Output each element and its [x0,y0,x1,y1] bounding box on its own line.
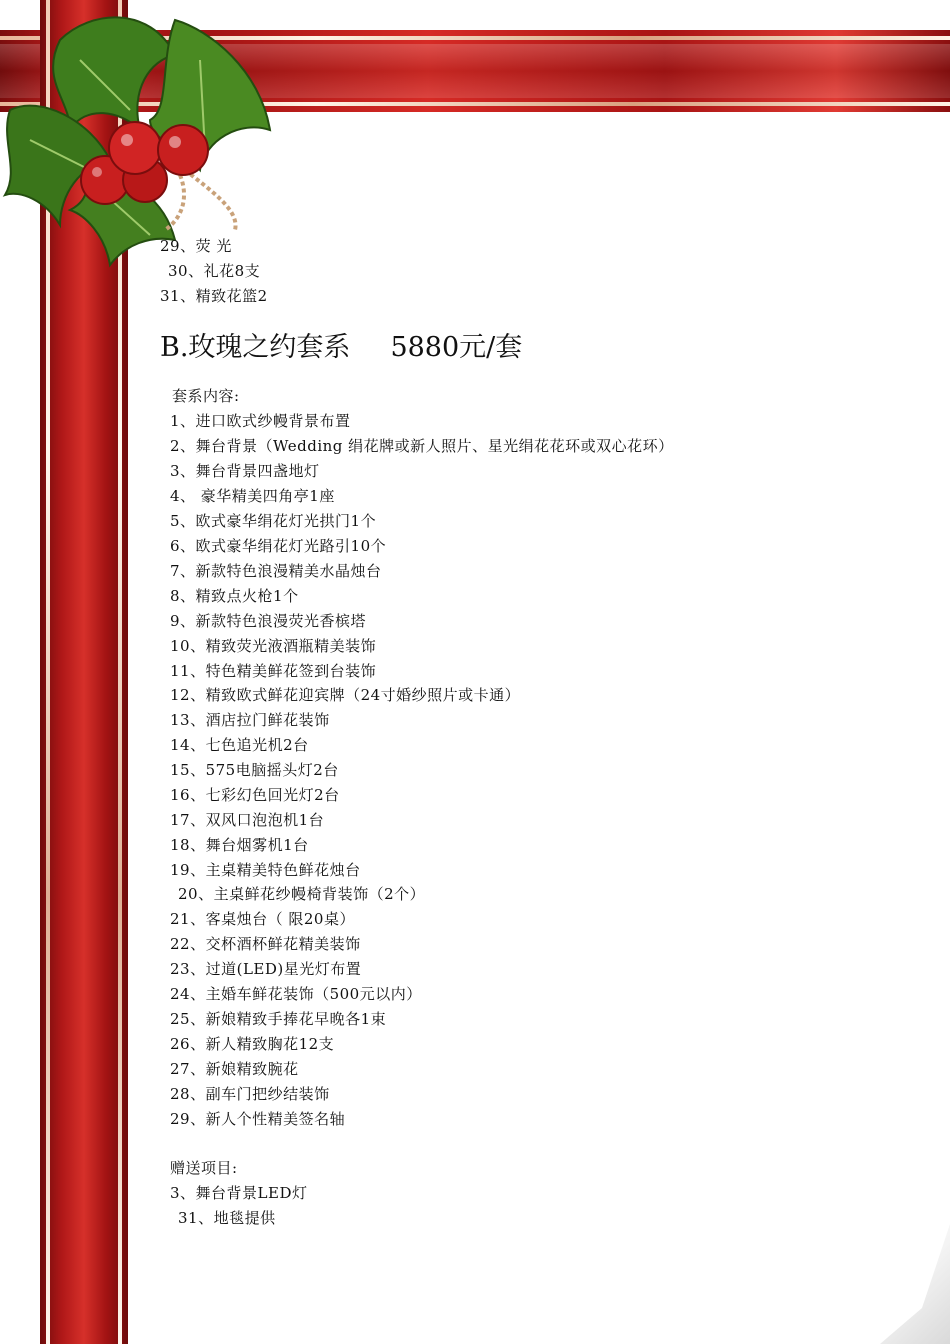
list-item: 5、欧式豪华绢花灯光拱门1个 [170,512,377,530]
list-item: 13、酒店拉门鲜花装饰 [170,711,330,729]
top-item: 30、礼花8支 [168,262,261,280]
list-item: 9、新款特色浪漫荧光香槟塔 [170,612,367,630]
list-item: 22、交杯酒杯鲜花精美装饰 [170,935,361,953]
package-heading [160,330,522,366]
list-item: 4、 豪华精美四角亭1座 [170,487,335,505]
list-item: 11、特色精美鲜花签到台装饰 [170,662,377,680]
top-item: 29、荧 光 [160,237,232,255]
list-item: 19、主桌精美特色鲜花烛台 [170,861,361,879]
list-item: 3、舞台背景四盏地灯 [170,462,320,480]
list-item: 6、欧式豪华绢花灯光路引10个 [170,537,387,555]
list-item: 18、舞台烟雾机1台 [170,836,309,854]
gifts-label: 赠送项目: [170,1159,238,1177]
list-item: 2、舞台背景（Wedding 绢花牌或新人照片、星光绢花花环或双心花环） [170,437,674,455]
list-item: 28、副车门把纱结装饰 [170,1085,330,1103]
list-item: 27、新娘精致腕花 [170,1060,299,1078]
list-item: 23、过道(LED)星光灯布置 [170,960,362,978]
contents-label: 套系内容: [172,387,240,405]
list-item: 21、客桌烛台（ 限20桌） [170,910,355,928]
list-item: 16、七彩幻色回光灯2台 [170,786,340,804]
list-item: 12、精致欧式鲜花迎宾牌（24寸婚纱照片或卡通） [170,686,521,704]
list-item: 26、新人精致胸花12支 [170,1035,335,1053]
package-title: B.玫瑰之约套系 [160,332,351,363]
list-item: 24、主婚车鲜花装饰（500元以内） [170,985,422,1003]
list-item: 20、主桌鲜花纱幔椅背装饰（2个） [178,885,426,903]
list-item: 29、新人个性精美签名轴 [170,1110,346,1128]
list-item: 7、新款特色浪漫精美水晶烛台 [170,562,382,580]
gift-item: 3、舞台背景LED灯 [170,1184,308,1202]
list-item: 1、进口欧式纱幔背景布置 [170,412,351,430]
list-item: 17、双风口泡泡机1台 [170,811,325,829]
gift-item: 31、地毯提供 [178,1209,276,1227]
package-price: 5880元/套 [390,332,523,363]
top-item: 31、精致花篮2 [160,287,268,305]
list-item: 25、新娘精致手捧花早晚各1束 [170,1010,387,1028]
list-item: 14、七色追光机2台 [170,736,309,754]
list-item: 8、精致点火枪1个 [170,587,299,605]
list-item: 15、575电脑摇头灯2台 [170,761,339,779]
list-item: 10、精致荧光液酒瓶精美装饰 [170,637,377,655]
